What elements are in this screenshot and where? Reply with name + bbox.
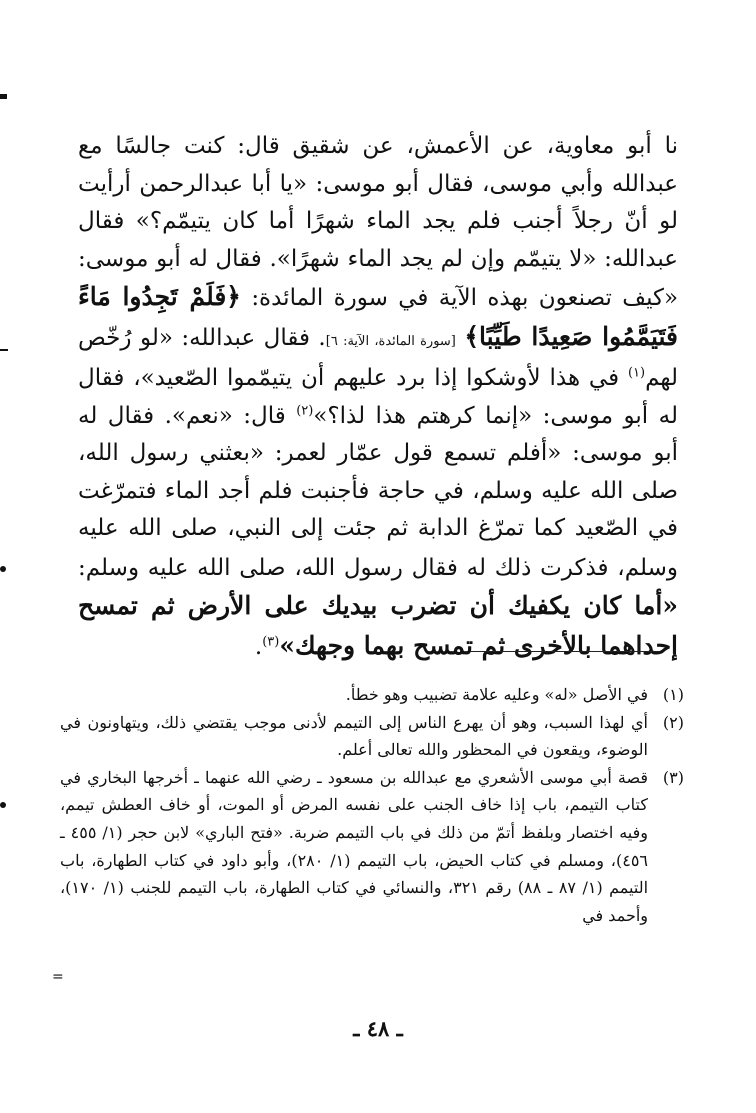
main-paragraph (78, 128, 678, 666)
edge-mark (0, 802, 6, 808)
text-segment: نا أبو معاوية، عن الأعمش، عن شقيق قال: كنت جالسًا مع عبدالله وأبي موسى، فقال أبو موسى: «يا أبا عبدالرحمن أرأيت لو أنّ رجلاً أجنب فلم يجد الماء شهرًا أما كان يتيمّم؟» فقال عبدالله: «لا يتيمّم وإن لم يجد الماء شهرًا». فقال له أبو موسى: «كيف تصنعون بهذه الآية في سورة المائدة: (78, 133, 679, 311)
footnote (60, 764, 684, 930)
text-segment: . (254, 633, 263, 660)
hadith-quote: «أما كان يكفيك أن تضرب بيديك على الأرض ثم تمسح إحداهما بالأخرى ثم تمسح بهما وجهك» (78, 591, 678, 660)
footnote-ref: (٢) (296, 402, 314, 418)
footnote-separator (470, 651, 660, 652)
main-text (78, 128, 678, 666)
text-segment: في هذا لأوشكوا إذا برد عليهم أن يتيمّموا الصّعيد»، فقال له أبو موسى: «إنما كرهتم هذا لذا؟» (78, 365, 678, 429)
quran-verse: ﴿فَلَمْ تَجِدُوا مَاءً فَتَيَمَّمُوا صَعِيدًا طَيِّبًا﴾ (78, 282, 678, 351)
footnote-text: في الأصل «له» وعليه علامة تضبيب وهو خطأ. (345, 685, 648, 704)
footnote (60, 709, 684, 764)
text-segment: . فقال عبدالله: «لو رُخّص لهم (78, 324, 678, 391)
footnote-number: (٣) (662, 767, 684, 787)
footnotes (60, 681, 684, 929)
footnote-ref: (٣) (262, 633, 280, 649)
footnote-text: قصة أبي موسى الأشعري مع عبدالله بن مسعود ـ رضي الله عنهما ـ أخرجها البخاري في كتاب التيمم، باب إذا خاف الجنب على نفسه المرض أو الموت، أو خاف العطش تيمم، وفيه اختصار وبلفظ أتمّ من ذلك في باب التيمم ضربة. «فتح الباري» لابن حجر (١/ ٤٥٥ ـ ٤٥٦)، ومسلم في كتاب الحيض، باب التيمم (١/ ٢٨٠)، وأبو داود في كتاب الطهارة، باب التيمم (١/ ٨٧ ـ ٨٨) رقم ٣٢١، والنسائي في كتاب الطهارة، باب التيمم للجنب (١/ ١٧٠)، وأحمد في (60, 767, 649, 925)
text-segment: قال: «نعم». فقال له أبو موسى: «أفلم تسمع قول عمّار لعمر: «بعثني رسول الله، صلى الله عليه وسلم، في حاجة فأجنبت فلم أجد الماء فتمرّغت في الصّعيد كما تمرّغ الدابة ثم جئت إلى النبي، صلى الله عليه وسلم، فذكرت ذلك له فقال رسول الله، صلى الله عليه وسلم: (78, 402, 678, 581)
edge-mark (0, 94, 7, 99)
footnote-number: (٢) (662, 712, 684, 732)
sura-reference: [سورة المائدة، الآية: ٦] (325, 333, 456, 349)
continuation-mark: = (52, 969, 64, 985)
edge-mark (0, 349, 8, 351)
footnote (60, 681, 684, 709)
footnote-number: (١) (662, 685, 684, 704)
edge-mark (0, 566, 6, 572)
footnote-ref: (١) (627, 365, 646, 381)
page-number: ـ ٤٨ ـ (353, 1016, 403, 1041)
footnote-text: أي لهذا السبب، وهو أن يهرع الناس إلى التيمم لأدنى موجب يقتضي ذلك، ويتهاونون في الوضوء، ويقعون في المحظور والله تعالى أعلم. (60, 712, 648, 760)
